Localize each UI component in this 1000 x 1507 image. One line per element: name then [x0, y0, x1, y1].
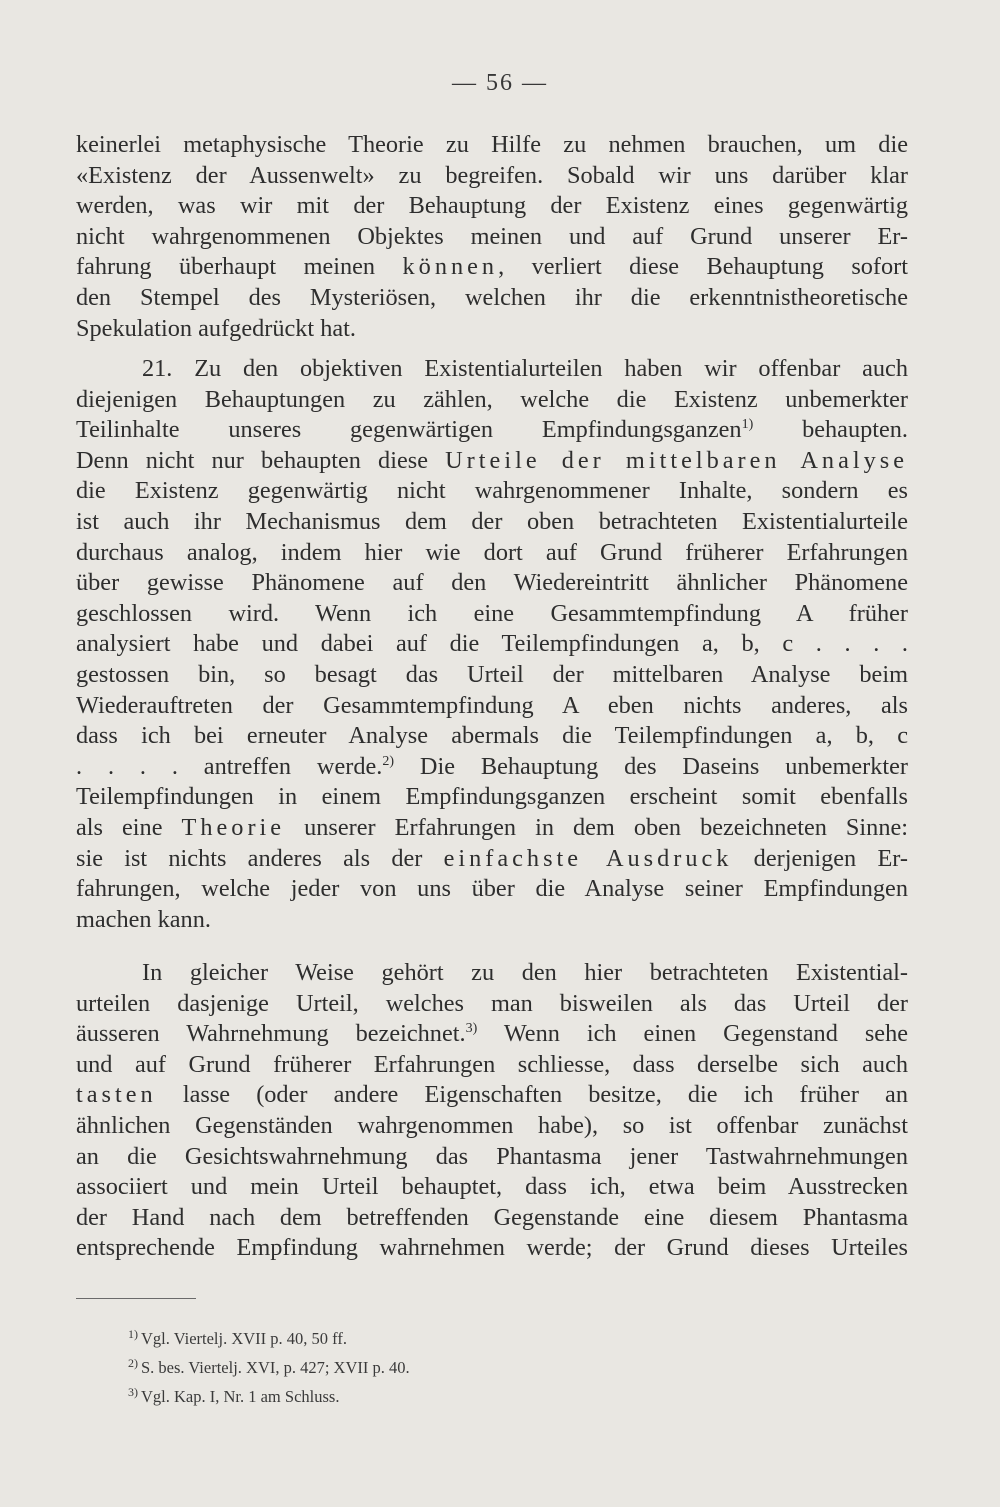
text-line: geschlossen wird. Wenn ich eine Gesammtempfindung A früher	[76, 599, 908, 627]
footnote-separator	[76, 1298, 196, 1299]
footnote-mark: 3)	[128, 1385, 138, 1399]
text-run: als eine	[76, 813, 163, 841]
footnote-ref: 3)	[465, 1021, 478, 1037]
footnote-text: S. bes. Viertelj. XVI, p. 427; XVII p. 40.	[141, 1358, 410, 1377]
text-run: lasse (oder andere Eigenschaften besitze, die ich früher an	[182, 1081, 908, 1109]
text-line: keinerlei metaphysische Theorie zu Hilfe zu nehmen brauchen, um die	[76, 131, 908, 158]
text-line: dass ich bei erneuter Analyse abermals die Teilempfindungen a, b, c	[76, 722, 908, 750]
text-line: Wiederauftreten der Gesammtempfindung A eben nichts anderes, als	[76, 691, 908, 719]
text-run: sie ist nichts anderes als der	[76, 844, 423, 872]
text-run: äusseren Wahrnehmung bezeichnet.	[76, 1020, 466, 1048]
text-line: In gleicher Weise gehört zu den hier betrachteten Existential-	[142, 959, 908, 986]
text-line: analysiert habe und dabei auf die Teilempfindungen a, b, c . . . .	[76, 630, 908, 658]
spaced-emphasis: tasten	[76, 1081, 157, 1109]
text-line: den Stempel des Mysteriösen, welchen ihr die erkenntnistheoretische	[76, 283, 908, 311]
text-line: nicht wahrgenommenen Objektes meinen und auf Grund unserer Er-	[76, 222, 908, 250]
paragraph-1	[76, 130, 908, 344]
text-line: 21. Zu den objektiven Existentialurteilen haben wir offenbar auch	[142, 355, 908, 382]
footnote	[128, 1380, 628, 1409]
footnote	[128, 1322, 628, 1351]
footnote-mark: 2)	[128, 1356, 138, 1370]
text-run: fahrung überhaupt meinen	[76, 253, 376, 281]
text-line: ähnlichen Gegenständen wahrgenommen habe), so ist offenbar zunächst	[76, 1111, 908, 1139]
text-line: durchaus analog, indem hier wie dort auf Grund früherer Erfahrungen	[76, 538, 908, 566]
text-line	[76, 844, 908, 875]
text-line: machen kann.	[76, 905, 211, 933]
text-line: werden, was wir mit der Behauptung der Existenz eines gegenwärtig	[76, 192, 908, 220]
text-line: entsprechende Empfindung wahrnehmen werde; der Grund dieses Urteiles	[76, 1234, 908, 1262]
page-number: — 56 —	[452, 70, 548, 96]
text-line: Teilempfindungen in einem Empfindungsganzen erscheint somit ebenfalls	[76, 783, 908, 811]
text-run: Die Behauptung des Daseins unbemerkter	[419, 752, 908, 780]
text-line	[76, 752, 908, 783]
text-run: behaupten.	[802, 416, 908, 444]
spaced-emphasis: können	[402, 253, 499, 281]
footnote	[128, 1351, 628, 1380]
footnote-text: Vgl. Viertelj. XVII p. 40, 50 ff.	[141, 1329, 347, 1348]
text-line: fahrungen, welche jeder von uns über die Analyse seiner Empfindungen	[76, 875, 908, 903]
spaced-emphasis: Theorie	[181, 813, 286, 841]
text-line: diejenigen Behauptungen zu zählen, welche die Existenz unbemerkter	[76, 385, 908, 413]
text-run: . . . . antreffen werde.	[76, 752, 383, 780]
footnote-ref: 1)	[741, 417, 754, 433]
paragraph-3	[76, 958, 908, 1264]
text-run: Denn nicht nur behaupten diese	[76, 446, 428, 474]
text-line	[76, 252, 908, 283]
spaced-emphasis: einfachste Ausdruck	[443, 844, 733, 872]
text-line: gestossen bin, so besagt das Urteil der mittelbaren Analyse beim	[76, 660, 908, 688]
text-line: über gewisse Phänomene auf den Wiedereintritt ähnlicher Phänomene	[76, 569, 908, 597]
text-run: unserer Erfahrungen in dem oben bezeichneten Sinne:	[304, 813, 909, 841]
text-line: und auf Grund früherer Erfahrungen schliesse, dass derselbe sich auch	[76, 1050, 908, 1078]
footnote-ref: 2)	[382, 753, 395, 769]
text-line: der Hand nach dem betreffenden Gegenstande eine diesem Phantasma	[76, 1203, 908, 1231]
footnotes	[128, 1322, 628, 1409]
text-line	[76, 446, 908, 477]
text-run: derjenigen Er-	[753, 844, 908, 872]
footnote-mark: 1)	[128, 1327, 138, 1341]
footnote-text: Vgl. Kap. I, Nr. 1 am Schluss.	[141, 1387, 340, 1406]
text-line	[76, 415, 908, 446]
text-run: , verliert diese Behauptung sofort	[498, 253, 909, 281]
spaced-emphasis: Urteile der mittelbaren Analyse	[445, 446, 908, 474]
text-line: ist auch ihr Mechanismus dem der oben betrachteten Existentialurteile	[76, 507, 908, 535]
paragraph-2	[76, 354, 908, 935]
text-line: urteilen dasjenige Urteil, welches man bisweilen als das Urteil der	[76, 989, 908, 1017]
text-line	[76, 813, 908, 844]
text-run: Wenn ich einen Gegenstand sehe	[503, 1020, 908, 1048]
text-line: Spekulation aufgedrückt hat.	[76, 314, 357, 342]
text-line	[76, 1019, 908, 1050]
text-run: Teilinhalte unseres gegenwärtigen Empfindungsganzen	[76, 416, 742, 444]
text-line: associiert und mein Urteil behauptet, dass ich, etwa beim Ausstrecken	[76, 1173, 908, 1201]
text-line: die Existenz gegenwärtig nicht wahrgenommener Inhalte, sondern es	[76, 477, 908, 505]
text-line	[76, 1080, 908, 1111]
text-line: an die Gesichtswahrnehmung das Phantasma jener Tastwahrnehmungen	[76, 1142, 908, 1170]
text-line: «Existenz der Aussenwelt» zu begreifen. Sobald wir uns darüber klar	[76, 161, 908, 189]
